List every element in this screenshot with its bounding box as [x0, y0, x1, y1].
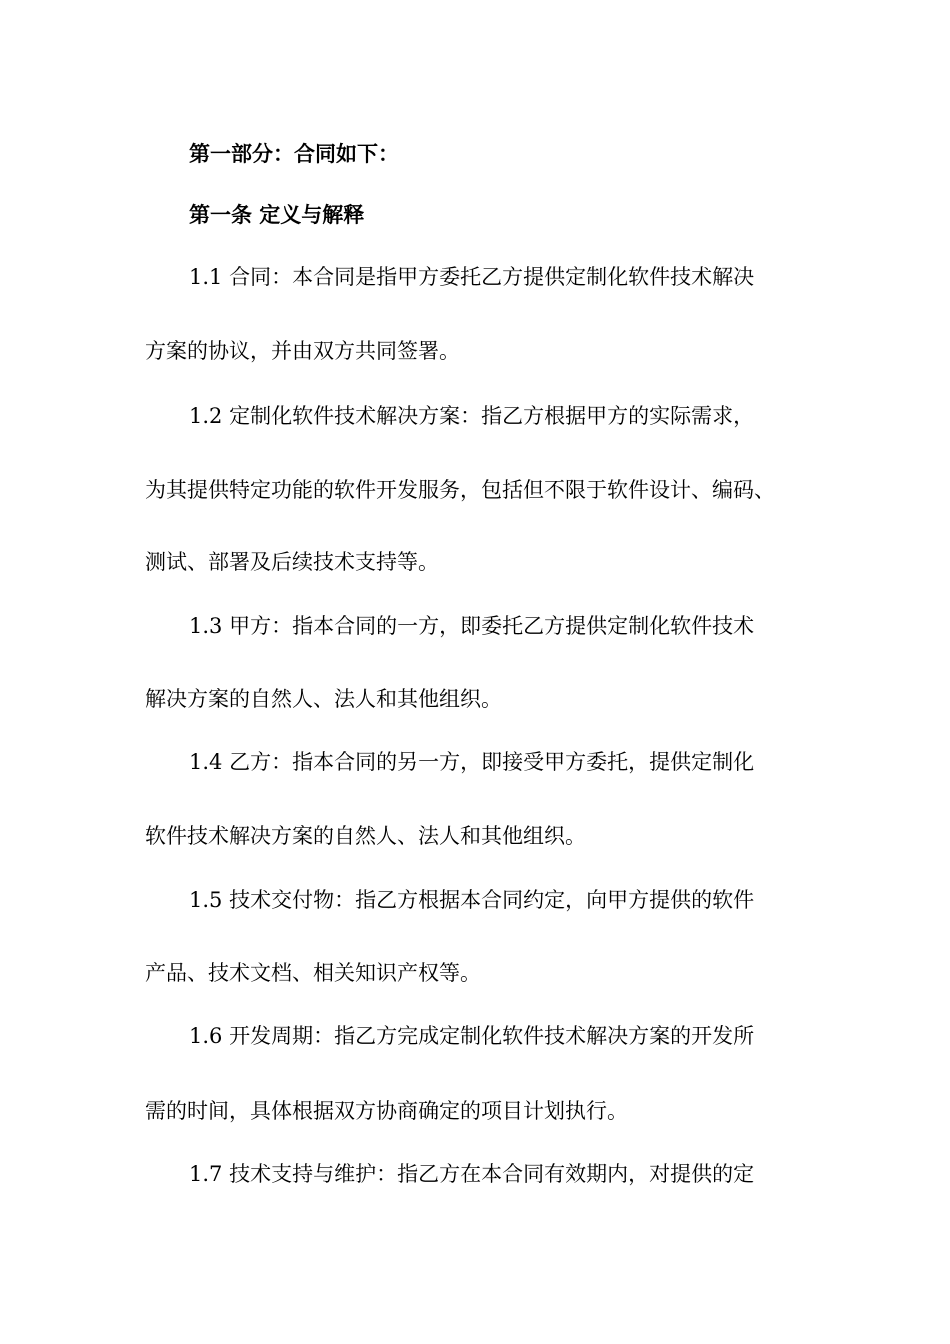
- clause-1-4-line-2: 软件技术解决方案的自然人、法人和其他组织。: [145, 824, 586, 848]
- article-heading: 第一条 定义与解释: [189, 203, 365, 227]
- clause-1-6-line-1: 1.6 开发周期：指乙方完成定制化软件技术解决方案的开发所: [189, 1024, 755, 1048]
- clause-1-3-line-2: 解决方案的自然人、法人和其他组织。: [145, 687, 502, 711]
- clause-1-3-line-1: 1.3 甲方：指本合同的一方，即委托乙方提供定制化软件技术: [189, 614, 755, 638]
- clause-1-1-line-1: 1.1 合同：本合同是指甲方委托乙方提供定制化软件技术解决: [189, 265, 755, 289]
- part-heading: 第一部分：合同如下：: [189, 142, 399, 166]
- clause-1-4-line-1: 1.4 乙方：指本合同的另一方，即接受甲方委托，提供定制化: [189, 750, 755, 774]
- clause-1-2-line-3: 测试、部署及后续技术支持等。: [145, 550, 439, 574]
- clause-1-6-line-2: 需的时间，具体根据双方协商确定的项目计划执行。: [145, 1099, 628, 1123]
- clause-1-5-line-2: 产品、技术文档、相关知识产权等。: [145, 961, 481, 985]
- clause-1-2-line-1: 1.2 定制化软件技术解决方案：指乙方根据甲方的实际需求，: [189, 404, 755, 428]
- clause-1-2-line-2: 为其提供特定功能的软件开发服务，包括但不限于软件设计、编码、: [145, 478, 775, 502]
- clause-1-1-line-2: 方案的协议，并由双方共同签署。: [145, 339, 460, 363]
- clause-1-5-line-1: 1.5 技术交付物：指乙方根据本合同约定，向甲方提供的软件: [189, 888, 755, 912]
- clause-1-7-line-1: 1.7 技术支持与维护：指乙方在本合同有效期内，对提供的定: [189, 1162, 755, 1186]
